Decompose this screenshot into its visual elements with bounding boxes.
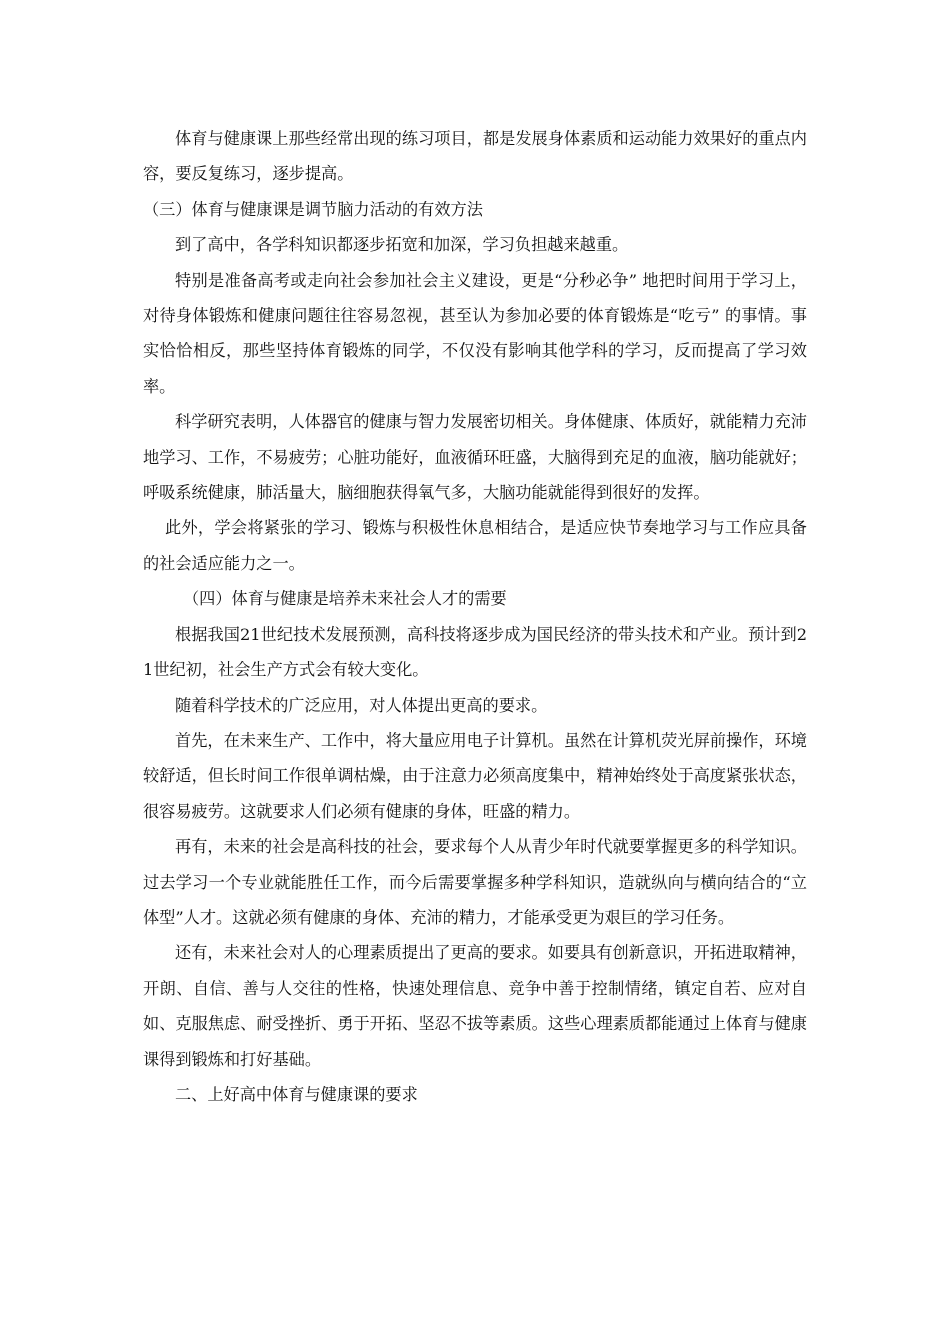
paragraph-social-adaptation: 此外，学会将紧张的学习、锻炼与积极性休息相结合，是适应快节奏地学习与工作应具备的社会适应能力之一。 [143, 518, 807, 573]
paragraph-exam-preparation: 特别是准备高考或走向社会参加社会主义建设，更是“分秒必争” 地把时间用于学习上，对待身体锻炼和健康问题往往容易忽视，甚至认为参加必要的体育锻炼是“吃亏” 的事情。事实恰恰相反，那些坚持体育锻炼的同学，不仅没有影响其他学科的学习，反而提高了学习效率。 [143, 270, 807, 396]
paragraph-scientific-research: 科学研究表明，人体器官的健康与智力发展密切相关。身体健康、体质好，就能精力充沛地学习、工作，不易疲劳；心脏功能好，血液循环旺盛，大脑得到充足的血液，脑功能就好；呼吸系统健康，肺活量大，脑细胞获得氧气多，大脑功能就能得到很好的发挥。 [143, 412, 807, 503]
paragraph-computers: 首先，在未来生产、工作中，将大量应用电子计算机。虽然在计算机荧光屏前操作，环境较舒适，但长时间工作很单调枯燥，由于注意力必须高度集中，精神始终处于高度紧张状态，很容易疲劳。这就要求人们必须有健康的身体，旺盛的精力。 [143, 730, 807, 821]
paragraph-practice-items: 体育与健康课上那些经常出现的练习项目，都是发展身体素质和运动能力效果好的重点内容，要反复练习，逐步提高。 [143, 129, 807, 184]
paragraph-psychological-quality: 还有，未来社会对人的心理素质提出了更高的要求。如要具有创新意识，开拓进取精神，开朗、自信、善与人交往的性格，快速处理信息、竞争中善于控制情绪，镇定自若、应对自如、克服焦虑、耐受挫折、勇于开拓、坚忍不拔等素质。这些心理素质都能通过上体育与健康课得到锻炼和打好基础。 [143, 943, 807, 1069]
section-heading-4: （四）体育与健康是培养未来社会人才的需要 [183, 589, 507, 609]
document-body [143, 121, 807, 1112]
section-heading-two: 二、上好高中体育与健康课的要求 [175, 1084, 418, 1104]
paragraph-higher-requirements: 随着科学技术的广泛应用，对人体提出更高的要求。 [175, 695, 548, 715]
section-heading-3: （三）体育与健康课是调节脑力活动的有效方法 [143, 199, 483, 219]
paragraph-high-school-load: 到了高中，各学科知识都逐步拓宽和加深，学习负担越来越重。 [175, 235, 629, 255]
paragraph-high-tech-society: 再有，未来的社会是高科技的社会，要求每个人从青少年时代就要掌握更多的科学知识。过去学习一个专业就能胜任工作，而今后需要掌握多种学科知识，造就纵向与横向结合的“立体型”人才。这就必须有健康的身体、充沛的精力，才能承受更为艰巨的学习任务。 [143, 837, 807, 927]
paragraph-tech-forecast: 根据我国21世纪技术发展预测，高科技将逐步成为国民经济的带头技术和产业。预计到21世纪初，社会生产方式会有较大变化。 [143, 624, 807, 680]
